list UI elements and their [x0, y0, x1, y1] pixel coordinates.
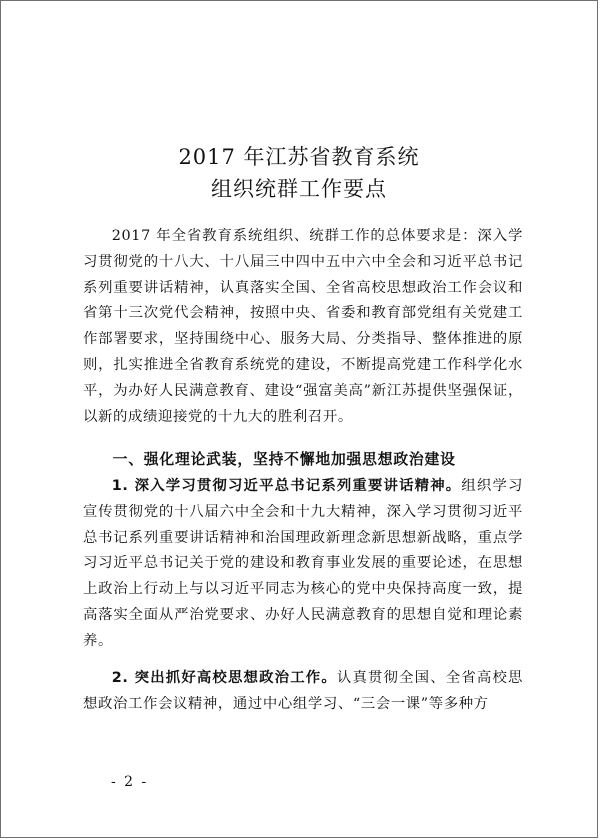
item-1-lead: 1. 深入学习贯彻习近平总书记系列重要讲话精神。	[111, 478, 462, 494]
item-2-lead: 2. 突出抓好高校思想政治工作。	[111, 670, 337, 686]
item-2-text: 认真贯彻全国、全省高校思想政治工作会议精神，通过中心组学习、“三会一课”等多种方	[83, 670, 524, 712]
intro-paragraph: 2017 年全省教育系统组织、统群工作的总体要求是：深入学习贯彻党的十八大、十八届三中四中五中六中全会和习近平总书记系列重要讲话精神，认真落实全国、全省高校思想政治工作会议和省第十三次党代会精神，按照中央、省委和教育部党组有关党建工作部署要求，坚持围绕中心、服务大局、分类指导、整体推进的原则，扎实推进全省教育系统党的建设，不断提高党建工作科学化水平，为办好人民满意教育、建设“强富美高”新江苏提供坚强保证，以新的成绩迎接党的十九大的胜利召开。	[83, 228, 523, 425]
page-number: - 2 -	[111, 774, 149, 790]
section-1-heading: 一、强化理论武装，坚持不懈地加强思想政治建设	[112, 451, 456, 468]
document-title-line-1: 2017 年江苏省教育系统	[178, 145, 420, 169]
item-2-paragraph	[83, 666, 523, 718]
item-1-paragraph	[83, 474, 523, 655]
document-title-line-2: 组织统群工作要点	[211, 177, 387, 201]
item-1-text: 组织学习宣传贯彻党的十八届六中全会和十九大精神，深入学习贯彻习近平总书记系列重要讲话精神和治国理政新理念新思想新战略，重点学习习近平总书记关于党的建设和教育事业发展的重要论述，在思想上政治上行动上与以习近平同志为核心的党中央保持高度一致，提高落实全面从严治党要求、办好人民满意教育的思想自觉和理论素养。	[83, 478, 523, 649]
